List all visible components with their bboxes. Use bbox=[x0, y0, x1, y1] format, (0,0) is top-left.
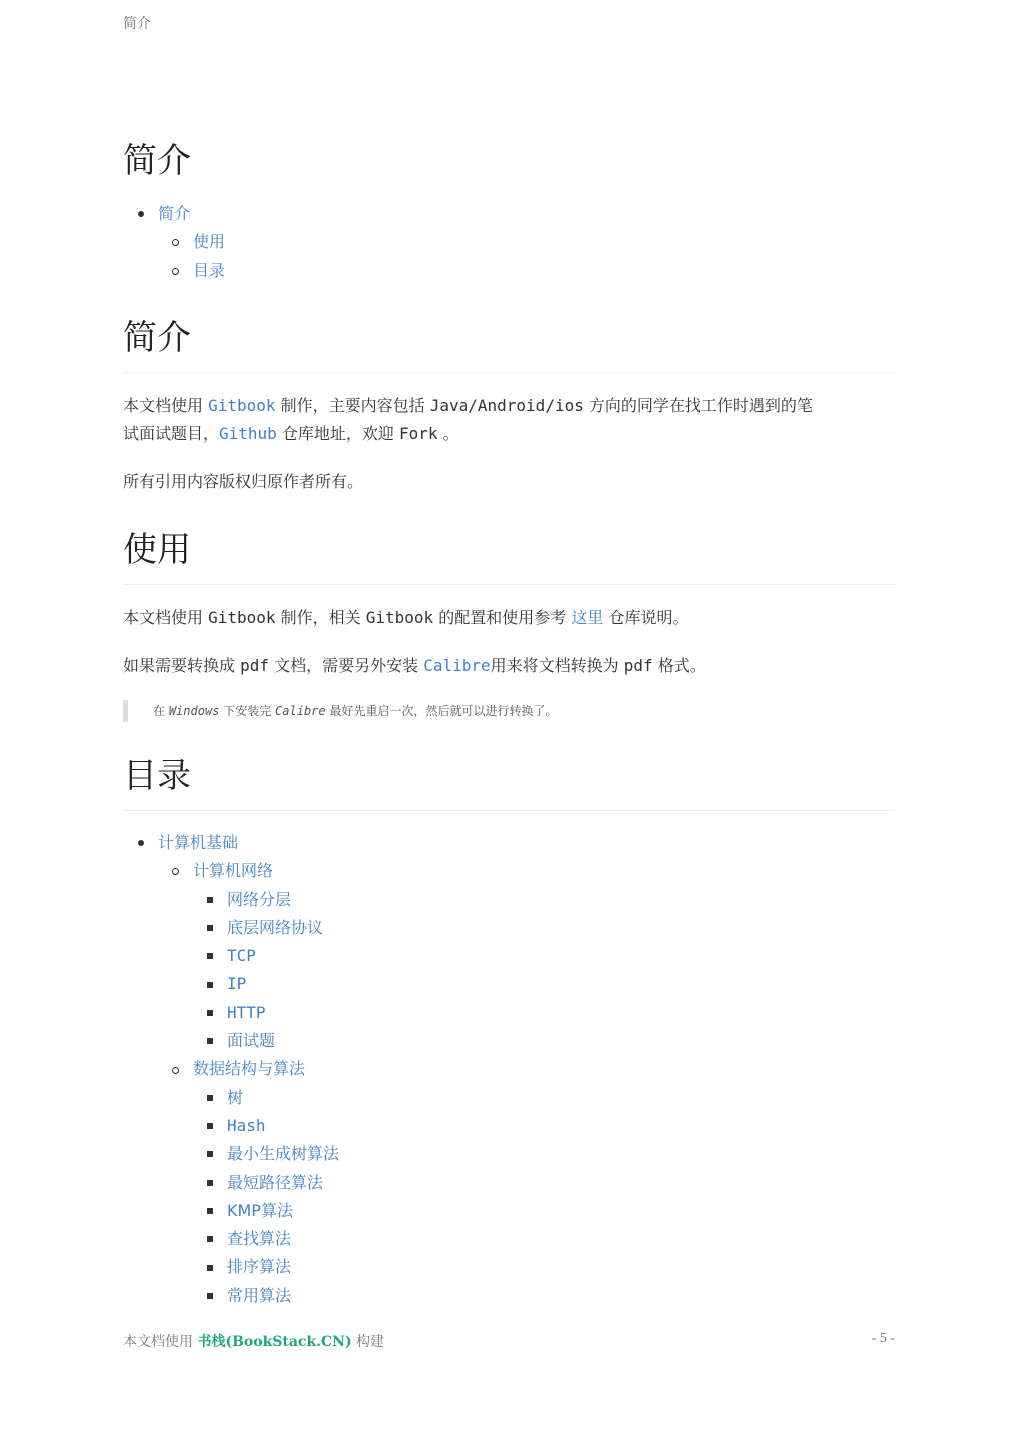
toc-item-intro bbox=[123, 200, 225, 228]
toc-link[interactable]: 最短路径算法 bbox=[227, 1172, 324, 1192]
text: 在 bbox=[153, 704, 169, 718]
list-item bbox=[123, 1253, 339, 1281]
list-item bbox=[123, 886, 339, 914]
toc-link-contents[interactable]: 目录 bbox=[193, 260, 226, 280]
toc-link[interactable]: 最小生成树算法 bbox=[227, 1144, 340, 1164]
text: 仓库说明。 bbox=[603, 608, 689, 627]
toc-item-usage bbox=[123, 228, 225, 256]
circle-bullet bbox=[172, 1067, 179, 1074]
toc-link-network[interactable]: 计算机网络 bbox=[193, 861, 274, 881]
disc-bullet bbox=[138, 840, 144, 846]
text: 本文档使用 bbox=[123, 608, 209, 627]
list-item bbox=[123, 829, 339, 857]
text: 本文档使用 bbox=[123, 396, 209, 415]
bookstack-brand-link[interactable]: 书栈(BookStack.CN) bbox=[197, 1334, 352, 1350]
list-item bbox=[123, 1282, 339, 1310]
emphasis-text: Windows bbox=[168, 704, 220, 718]
list-item bbox=[123, 1055, 339, 1083]
square-bullet bbox=[207, 1293, 213, 1299]
list-item bbox=[123, 1197, 339, 1225]
code-text: Fork bbox=[399, 424, 438, 443]
list-item bbox=[123, 1140, 339, 1168]
list-item bbox=[123, 1169, 339, 1197]
list-item bbox=[123, 1027, 339, 1055]
toc-link-intro[interactable]: 简介 bbox=[158, 204, 191, 223]
section-heading-contents: 目录 bbox=[123, 752, 895, 811]
running-header: 简介 bbox=[123, 16, 151, 32]
gitbook-link[interactable]: Gitbook bbox=[208, 396, 276, 415]
text: 如果需要转换成 bbox=[123, 656, 241, 675]
page-footer bbox=[123, 1331, 384, 1351]
text: 制作，相关 bbox=[275, 608, 366, 627]
toc-link[interactable]: 查找算法 bbox=[227, 1229, 292, 1249]
list-item bbox=[123, 942, 339, 970]
text: 。 bbox=[437, 424, 459, 443]
square-bullet bbox=[207, 925, 213, 931]
code-text: pdf bbox=[623, 656, 653, 675]
toc-link[interactable]: 网络分层 bbox=[227, 889, 292, 909]
square-bullet bbox=[207, 1038, 213, 1044]
code-text: Gitbook bbox=[365, 608, 434, 627]
text: 方向的同学在找工作时遇到的笔 bbox=[583, 396, 813, 415]
square-bullet bbox=[207, 1151, 213, 1157]
square-bullet bbox=[207, 1265, 213, 1271]
toc-link-algorithms[interactable]: 数据结构与算法 bbox=[193, 1059, 306, 1079]
text: 试面试题目， bbox=[123, 424, 220, 443]
toc-link[interactable]: 排序算法 bbox=[227, 1257, 292, 1277]
toc-link[interactable]: 常用算法 bbox=[227, 1285, 292, 1305]
usage-paragraph bbox=[123, 604, 895, 632]
toc-link[interactable]: TCP bbox=[227, 946, 256, 966]
square-bullet bbox=[207, 1095, 213, 1101]
text: 制作，主要内容包括 bbox=[275, 396, 430, 415]
list-item bbox=[123, 857, 339, 885]
text: 最好先重启一次，然后就可以进行转换了。 bbox=[325, 704, 558, 718]
contents-list bbox=[123, 829, 339, 1310]
toc-link-cs-basics[interactable]: 计算机基础 bbox=[158, 833, 239, 852]
text: 用来将文档转换为 bbox=[490, 656, 624, 675]
toc-item-contents bbox=[123, 257, 225, 285]
square-bullet bbox=[207, 953, 213, 959]
square-bullet bbox=[207, 1208, 213, 1214]
github-link[interactable]: Github bbox=[219, 424, 277, 443]
blockquote-note bbox=[123, 700, 895, 722]
code-text: Java/Android/ios bbox=[429, 396, 584, 415]
list-item bbox=[123, 970, 339, 998]
list-item bbox=[123, 1225, 339, 1253]
circle-bullet bbox=[172, 868, 179, 875]
list-item bbox=[123, 914, 339, 942]
toc-link[interactable]: 面试题 bbox=[227, 1031, 276, 1051]
text: 文档，需要另外安装 bbox=[269, 656, 424, 675]
text: 的配置和使用参考 bbox=[433, 608, 572, 627]
toc-link[interactable]: IP bbox=[227, 974, 247, 994]
here-link[interactable]: 这里 bbox=[571, 608, 604, 627]
list-item bbox=[123, 1112, 339, 1140]
toc-link[interactable]: 树 bbox=[227, 1087, 244, 1107]
footer-text: 构建 bbox=[351, 1334, 385, 1350]
circle-bullet bbox=[172, 268, 179, 275]
toc-link-usage[interactable]: 使用 bbox=[193, 232, 226, 252]
pdf-paragraph bbox=[123, 652, 895, 680]
toc-link[interactable]: 底层网络协议 bbox=[227, 917, 324, 937]
toc-link[interactable]: Hash bbox=[227, 1115, 266, 1135]
toc-link[interactable]: KMP算法 bbox=[227, 1200, 293, 1220]
circle-bullet bbox=[172, 239, 179, 246]
text: 格式。 bbox=[652, 656, 706, 675]
top-toc bbox=[123, 200, 225, 285]
emphasis-text: Calibre bbox=[275, 704, 326, 718]
section-heading-usage: 使用 bbox=[123, 526, 895, 585]
section-heading-intro: 简介 bbox=[123, 314, 895, 373]
square-bullet bbox=[207, 982, 213, 988]
page-number: - 5 - bbox=[871, 1331, 895, 1346]
square-bullet bbox=[207, 1180, 213, 1186]
text: 仓库地址，欢迎 bbox=[276, 424, 399, 443]
page-title: 简介 bbox=[123, 141, 191, 181]
square-bullet bbox=[207, 1010, 213, 1016]
calibre-link[interactable]: Calibre bbox=[423, 656, 491, 675]
square-bullet bbox=[207, 1236, 213, 1242]
list-item bbox=[123, 1084, 339, 1112]
disc-bullet bbox=[138, 211, 144, 217]
footer-text: 本文档使用 bbox=[123, 1334, 198, 1350]
square-bullet bbox=[207, 897, 213, 903]
code-text: Gitbook bbox=[208, 608, 276, 627]
intro-paragraph bbox=[123, 392, 895, 448]
toc-link[interactable]: HTTP bbox=[227, 1002, 266, 1022]
code-text: pdf bbox=[240, 656, 269, 675]
copyright-paragraph: 所有引用内容版权归原作者所有。 bbox=[123, 472, 364, 491]
list-item bbox=[123, 999, 339, 1027]
square-bullet bbox=[207, 1123, 213, 1129]
text: 下安装完 bbox=[219, 704, 276, 718]
